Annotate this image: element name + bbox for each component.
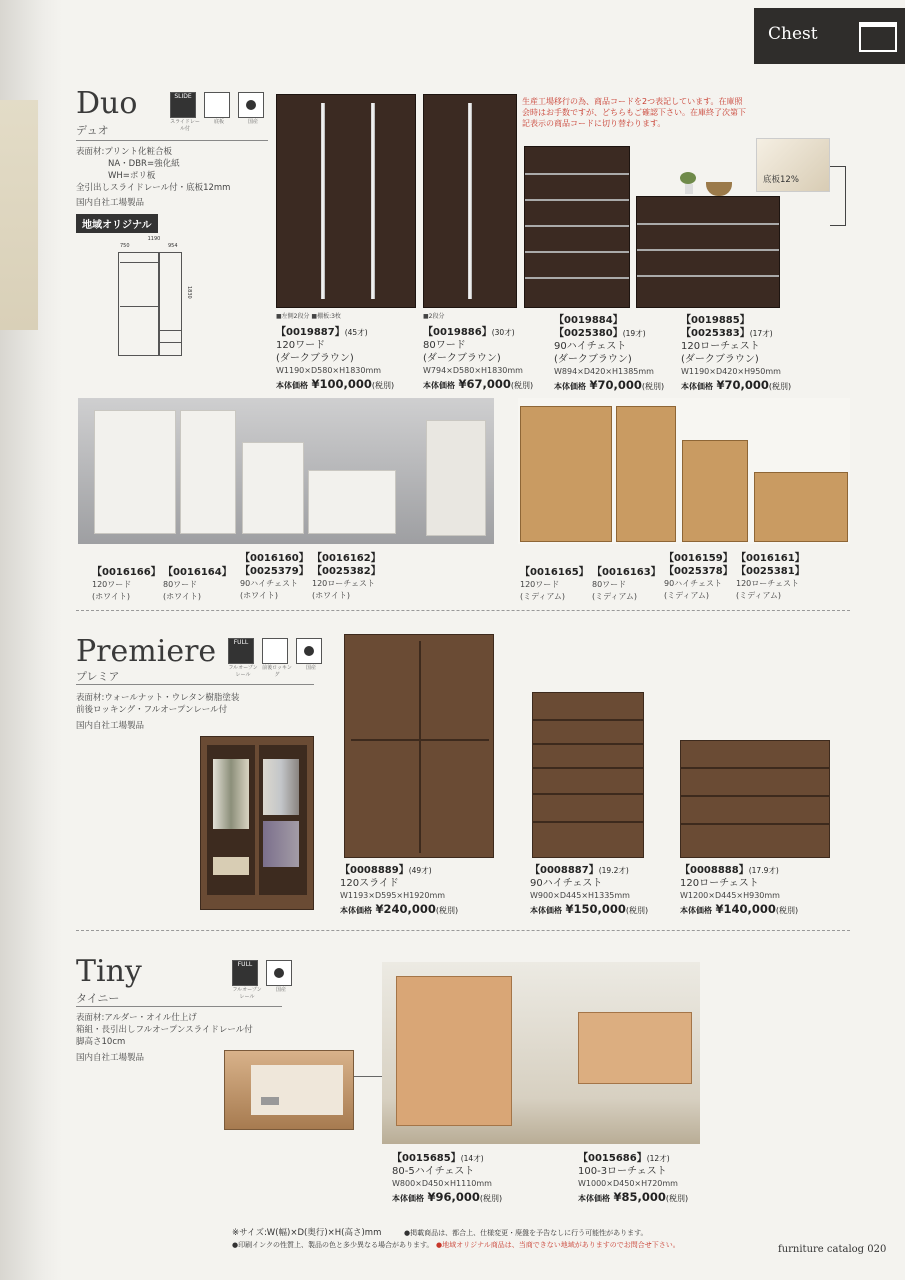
duo-120-caption: ■左側2段分 ■棚板:3枚	[276, 313, 341, 320]
basket-decoration	[706, 182, 732, 196]
duo-spec: 表面材:プリント化粧合板 NA・DBR=強化紙 WH=ポリ板 全引出しスライドレール付・底板12mm 国内自社工場製品	[76, 147, 231, 208]
premiere-product-0008889: 【0008889】(49才) 120スライド W1193×D595×H1920mm 本体価格 ¥240,000(税別)	[340, 865, 459, 916]
left-page-photo	[0, 100, 38, 330]
tiny-icons	[232, 960, 296, 1000]
footer-note-spec: ●掲載商品は、都合上、仕様変更・廃盤を予告なしに行う可能性があります。	[404, 1229, 648, 1237]
duo-icons	[170, 92, 268, 132]
duo-product-0019887: 【0019887】(45才) 120ワード (ダークブラウン) W1190×D580×H1830mm 本体価格 ¥100,000(税別)	[276, 327, 395, 391]
duo-product-0019884: 【0019884】 【0025380】(19才) 90ハイチェスト (ダークブラウン) W894×D420×H1385mm 本体価格 ¥70,000(税別)	[554, 315, 665, 392]
tiny-title: Tiny	[76, 954, 142, 989]
tiny-spec: 表面材:アルダー・オイル仕上げ 箱組・長引出しフルオープンスライドレール付 脚高さ10cm 国内自社工場製品	[76, 1013, 253, 1063]
premiere-90-high-chest-image	[532, 692, 644, 858]
duo-80-wardrobe-image	[423, 94, 517, 308]
bottom-board-icon: 底板	[204, 92, 234, 132]
premiere-icons	[228, 638, 326, 678]
duo-white-photo	[78, 398, 494, 544]
duo-120-wardrobe-image	[276, 94, 416, 308]
duo-120-low-chest-image	[636, 196, 780, 308]
tiny-product-0015686: 【0015686】(12才) 100-3ローチェスト W1000×D450×H720mm 本体価格 ¥85,000(税別)	[578, 1153, 689, 1204]
footer-note-color: ●印刷インクの性質上、製品の色と多少異なる場合があります。	[232, 1241, 434, 1249]
domestic-icon: 国産	[238, 92, 268, 132]
duo-product-0019886: 【0019886】(30才) 80ワード (ダークブラウン) W794×D580×H1830mm 本体価格 ¥67,000(税別)	[423, 327, 534, 391]
section-divider-2	[76, 930, 850, 931]
page-number: 020	[867, 1244, 887, 1255]
domestic-icon: 国産	[266, 960, 296, 1000]
footer-size-note: ※サイズ:W(幅)×D(奥行)×H(高さ)mm	[232, 1228, 382, 1238]
regional-original-badge: 地域オリジナル	[76, 214, 158, 233]
domestic-icon: 国産	[296, 638, 326, 678]
premiere-120-low-chest-image	[680, 740, 830, 858]
duo-medium-0016165: 【0016165】 120ワード (ミディアム)	[520, 567, 589, 601]
chest-icon	[859, 22, 897, 52]
full-open-rail-icon: FULL フルオープンレール	[228, 639, 258, 678]
premiere-product-0008887: 【0008887】(19.2才) 90ハイチェスト W900×D445×H1335mm 本体価格 ¥150,000(税別)	[530, 865, 649, 916]
duo-kana: デュオ	[76, 124, 109, 137]
duo-white-0016162: 【0016162】 【0025382】 120ローチェスト (ホワイト)	[312, 553, 381, 600]
tiny-product-0015685: 【0015685】(14才) 80-5ハイチェスト W800×D450×H1110mm 本体価格 ¥96,000(税別)	[392, 1153, 503, 1204]
premiere-product-0008888: 【0008888】(17.9才) 120ローチェスト W1200×D445×H930mm 本体価格 ¥140,000(税別)	[680, 865, 799, 916]
plant-decoration	[680, 172, 698, 196]
footer-note-regional: ●地域オリジナル商品は、当商できない地域がありますのでお問合せ下さい。	[436, 1241, 680, 1249]
duo-80-caption: ■2段分	[423, 313, 445, 320]
premiere-interior-image	[200, 736, 314, 910]
slide-rail-icon: SLIDE スライドレール付	[170, 93, 200, 132]
tiny-rule	[76, 1006, 282, 1007]
duo-rule	[76, 140, 268, 141]
duo-medium-0016161: 【0016161】 【0025381】 120ローチェスト (ミディアム)	[736, 553, 805, 600]
locking-icon: 前後ロッキング	[262, 638, 292, 678]
duo-medium-0016163: 【0016163】 80ワード (ミディアム)	[592, 567, 661, 601]
duo-title: Duo	[76, 86, 138, 121]
footer-catalog: furniture catalog 020	[778, 1244, 887, 1255]
duo-interior-diagram: 1190 750 954 1830	[112, 236, 196, 360]
premiere-rule	[76, 684, 314, 685]
premiere-kana: プレミア	[76, 670, 120, 683]
duo-white-0016164: 【0016164】 80ワード (ホワイト)	[163, 567, 232, 601]
premiere-120-slide-image	[344, 634, 494, 858]
duo-medium-0016159: 【0016159】 【0025378】 90ハイチェスト (ミディアム)	[664, 553, 733, 600]
duo-medium-photo	[518, 398, 850, 544]
duo-product-0019885: 【0019885】 【0025383】(17才) 120ローチェスト (ダークブラウン) W1190×D420×H950mm 本体価格 ¥70,000(税別)	[681, 315, 792, 392]
duo-90-high-chest-image	[524, 146, 630, 308]
full-open-rail-icon: FULL フルオープンレール	[232, 961, 262, 1000]
tiny-kana: タイニー	[76, 992, 120, 1005]
duo-white-0016166: 【0016166】 120ワード (ホワイト)	[92, 567, 161, 601]
inset-connector	[830, 166, 846, 226]
bottom-board-inset	[756, 138, 830, 192]
chest-tab-label: Chest	[768, 24, 818, 44]
product-code-notice: 生産工場移行の為、商品コードを2つ表記しています。在庫照会時はお手数ですが、どちらもご確認下さい。在庫終了次第下記表示の商品コードに切り替わります。	[522, 97, 746, 128]
tiny-drawer-detail-image	[224, 1050, 354, 1130]
premiere-title: Premiere	[76, 634, 217, 669]
chest-tab[interactable]	[754, 8, 905, 64]
duo-white-0016160: 【0016160】 【0025379】 90ハイチェスト (ホワイト)	[240, 553, 309, 600]
section-divider-1	[76, 610, 850, 611]
bottom-board-label: 底板12%	[763, 175, 799, 185]
tiny-room-photo	[382, 962, 700, 1144]
premiere-spec: 表面材:ウォールナット・ウレタン樹脂塗装 前後ロッキング・フルオープンレール付 国内自社工場製品	[76, 693, 240, 731]
